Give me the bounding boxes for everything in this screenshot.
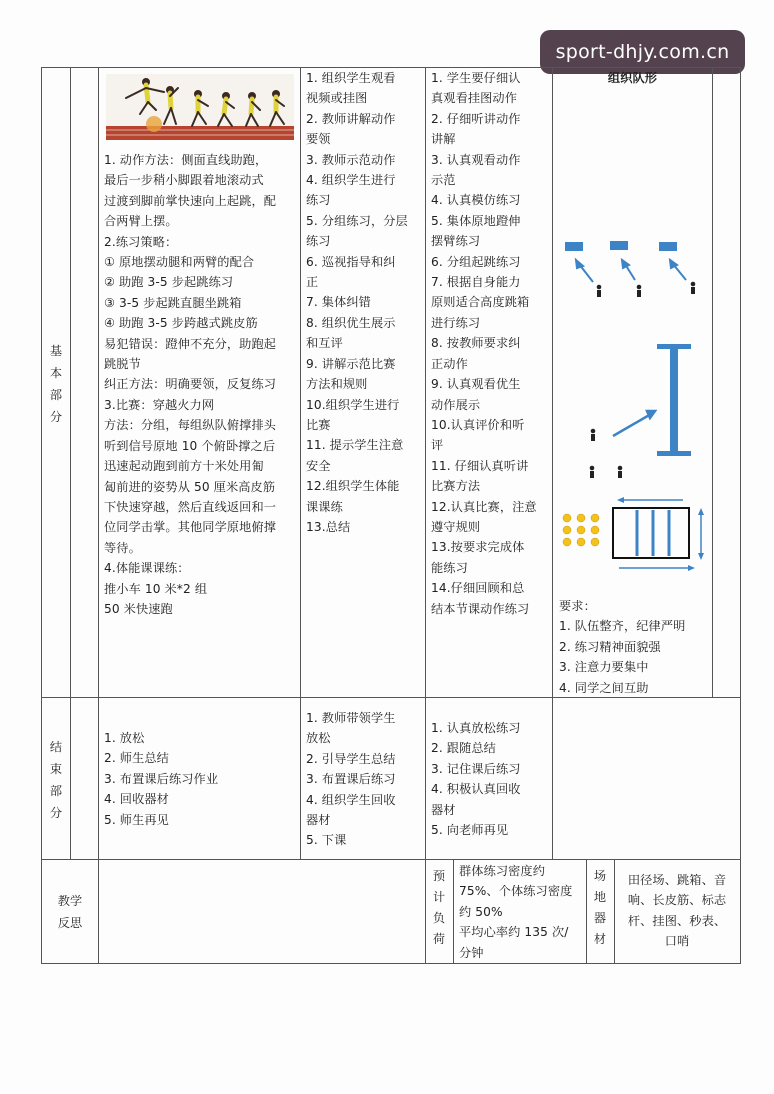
end-student xyxy=(431,718,551,840)
student-activity-line: 12.认真比赛，注意 xyxy=(431,499,537,514)
org-title: 组织队形 xyxy=(607,71,658,85)
grid-line xyxy=(98,67,99,963)
student-activity-line: 评 xyxy=(431,438,444,453)
load-line: 75%、个体练习密度 xyxy=(459,884,573,899)
teacher-activity-line: 2. 引导学生总结 xyxy=(306,751,396,766)
teacher-activity-line: 和互评 xyxy=(306,336,343,351)
content-line: 易犯错误：蹬伸不充分，助跑起 xyxy=(104,336,277,351)
label-char: 部 xyxy=(49,388,63,402)
teacher-activity-line: 2. 教师讲解动作 xyxy=(306,111,396,126)
content-line: 匐前进的姿势从 50 厘米高皮筋 xyxy=(104,479,276,494)
content-line: 位同学击掌。其他同学原地俯撑 xyxy=(104,520,277,535)
label-char: 分 xyxy=(49,410,63,424)
student-activity-line: 13.按要求完成体 xyxy=(431,540,525,555)
teacher-activity-line: 13.总结 xyxy=(306,519,351,534)
label-char: 预 xyxy=(432,869,446,883)
student-activity-line: 4. 积极认真回收 xyxy=(431,782,521,797)
equip-text xyxy=(615,870,739,952)
equipment-line: 田径场、跳箱、音 xyxy=(627,873,727,887)
student-faces-group xyxy=(563,514,599,546)
teacher-activity-line: 8. 组织优生展示 xyxy=(306,315,396,330)
grid-line xyxy=(300,67,301,859)
label-char: 负 xyxy=(432,911,446,925)
student-activity-line: 7. 根据自身能力 xyxy=(431,275,521,290)
teacher-activity-line: 课课练 xyxy=(306,499,343,514)
label-char: 地 xyxy=(593,890,607,904)
teacher-activity-line: 4. 组织学生回收 xyxy=(306,792,396,807)
student-activity-line: 6. 分组起跳练习 xyxy=(431,254,521,269)
load-line: 分钟 xyxy=(459,945,484,960)
label-char: 场 xyxy=(593,869,607,883)
content-line: 跳脱节 xyxy=(104,357,141,372)
grid-line xyxy=(740,67,741,963)
grid-line xyxy=(586,859,587,963)
equipment-line: 口哨 xyxy=(664,934,690,949)
teacher-activity-line: 要领 xyxy=(306,132,331,147)
teacher-activity-line: 器材 xyxy=(306,813,331,828)
high-jump-stand xyxy=(657,344,691,456)
student-activity-line: 遵守规则 xyxy=(431,519,481,534)
content-line: ④ 助跑 3-5 步跨越式跳皮筋 xyxy=(104,316,258,331)
teacher-activity-line: 正 xyxy=(306,275,319,290)
section-label-end xyxy=(46,736,66,824)
load-line: 群体练习密度约 xyxy=(459,864,546,878)
grid-line xyxy=(70,67,71,859)
grid-line xyxy=(712,67,713,697)
label-char: 荷 xyxy=(432,932,446,946)
equip-label xyxy=(590,866,610,950)
label-text: 教学 xyxy=(57,894,83,908)
student-activity-line: 示范 xyxy=(431,173,456,188)
student-activity-line: 1. 认真放松练习 xyxy=(431,721,521,735)
teacher-activity-line: 3. 布置课后练习 xyxy=(306,772,396,787)
label-char: 器 xyxy=(593,911,607,925)
student-activity-line: 动作展示 xyxy=(431,397,481,412)
label-char: 材 xyxy=(593,932,607,946)
content-line: 5. 师生再见 xyxy=(104,812,169,827)
requirements xyxy=(559,596,711,698)
teacher-activity-line: 练习 xyxy=(306,234,331,249)
label-char: 分 xyxy=(49,806,63,820)
load-label xyxy=(429,866,449,950)
teacher-activity-line: 比赛 xyxy=(306,417,331,432)
grid-line xyxy=(41,67,42,963)
teacher-activity-line: 5. 分组练习，分层 xyxy=(306,213,408,228)
content-line: 听到信号原地 10 个俯卧撑之后 xyxy=(104,438,276,453)
basic-student xyxy=(431,68,551,619)
student-activity-line: 真观看挂图动作 xyxy=(431,91,518,106)
student-activity-line: 9. 认真观看优生 xyxy=(431,377,521,392)
student-activity-line: 4. 认真模仿练习 xyxy=(431,193,521,208)
student-activity-line: 2. 仔细听讲动作 xyxy=(431,111,521,126)
grid-line xyxy=(41,963,741,964)
teacher-activity-line: 12.组织学生体能 xyxy=(306,479,400,494)
student-activity-line: 11. 仔细认真听讲 xyxy=(431,458,529,473)
student-activity-line: 正动作 xyxy=(431,356,468,371)
content-line: 下快速穿越，然后直线返回和一 xyxy=(104,499,277,514)
student-activity-line: 原则适合高度跳箱 xyxy=(431,295,530,310)
teacher-activity-line: 9. 讲解示范比赛 xyxy=(306,356,396,371)
section-label-reflect xyxy=(42,890,98,934)
content-line: 等待。 xyxy=(104,540,141,555)
content-line: 方法：分组，每组纵队俯撑排头 xyxy=(104,418,277,433)
teacher-activity-line: 安全 xyxy=(306,458,331,473)
teacher-activity-line: 放松 xyxy=(306,731,331,746)
requirement-item: 3. 注意力要集中 xyxy=(559,660,649,675)
label-char: 计 xyxy=(432,890,446,904)
content-line: 推小车 10 米*2 组 xyxy=(104,581,208,596)
equipment-line: 响、长皮筋、标志 xyxy=(627,893,727,908)
grid-line xyxy=(41,859,741,860)
teacher-activity-line: 4. 组织学生进行 xyxy=(306,173,396,188)
teacher-activity-line: 6. 巡视指导和纠 xyxy=(306,254,396,269)
label-char: 基 xyxy=(49,344,63,358)
requirement-item: 2. 练习精神面貌强 xyxy=(559,639,661,654)
content-line: 迅速起动跑到前方十米处用匍 xyxy=(104,459,264,474)
teacher-activity-line: 3. 教师示范动作 xyxy=(306,152,396,167)
grid-line xyxy=(453,859,454,963)
watermark: sport-dhjy.com.cn xyxy=(540,30,745,74)
content-line: 1. 放松 xyxy=(104,731,145,745)
student-activity-line: 进行练习 xyxy=(431,315,481,330)
content-line: ③ 3-5 步起跳直腿坐跳箱 xyxy=(104,295,242,310)
end-teacher xyxy=(306,708,424,851)
jump-box xyxy=(659,242,677,251)
student-activity-line: 讲解 xyxy=(431,132,456,147)
student-activity-line: 8. 按教师要求纠 xyxy=(431,336,521,351)
student-activity-line: 10.认真评价和听 xyxy=(431,417,525,432)
content-line: 纠正方法：明确要领，反复练习 xyxy=(104,377,277,392)
label-char: 结 xyxy=(49,740,63,754)
basic-content xyxy=(104,150,298,619)
jump-box xyxy=(610,241,628,250)
load-line: 平均心率约 135 次/ xyxy=(459,925,569,940)
teacher-activity-line: 5. 下课 xyxy=(306,833,347,848)
teacher-activity-line: 练习 xyxy=(306,193,331,208)
content-line: 3. 布置课后练习作业 xyxy=(104,771,219,786)
student-activity-line: 1. 学生要仔细认 xyxy=(431,71,521,85)
content-line: ② 助跑 3-5 步起跳练习 xyxy=(104,275,234,290)
teacher-activity-line: 1. 教师带领学生 xyxy=(306,711,396,725)
student-activity-line: 3. 认真观看动作 xyxy=(431,152,521,167)
student-activity-line: 3. 记住课后练习 xyxy=(431,761,521,776)
requirements-title: 要求： xyxy=(559,599,596,613)
student-activity-line: 5. 集体原地蹬伸 xyxy=(431,213,521,228)
student-activity-line: 结本节课动作练习 xyxy=(431,601,530,616)
student-figures xyxy=(597,282,696,297)
requirement-item: 1. 队伍整齐，纪律严明 xyxy=(559,619,686,634)
teacher-activity-line: 11. 提示学生注意 xyxy=(306,438,404,453)
content-line: 最后一步稍小脚跟着地滚动式 xyxy=(104,173,264,188)
end-content xyxy=(104,728,298,830)
content-line: 1. 动作方法：侧面直线助跑， xyxy=(104,153,268,167)
content-line: 2. 师生总结 xyxy=(104,751,169,766)
label-char: 部 xyxy=(49,784,63,798)
obstacle-course xyxy=(613,497,704,571)
student-activity-line: 能练习 xyxy=(431,560,468,575)
grid-line xyxy=(425,67,426,963)
student-activity-line: 器材 xyxy=(431,802,456,817)
teacher-activity-line: 方法和规则 xyxy=(306,377,368,392)
content-line: 4. 回收器材 xyxy=(104,792,169,807)
content-line: 2.练习策略： xyxy=(104,234,178,249)
teacher-activity-line: 1. 组织学生观看 xyxy=(306,71,396,85)
jump-box xyxy=(565,242,583,251)
student-activity-line: 2. 跟随总结 xyxy=(431,741,496,756)
label-text: 反思 xyxy=(57,916,83,930)
content-line: 过渡到脚前掌快速向上起跳，配 xyxy=(104,193,277,208)
teacher-activity-line: 视频或挂图 xyxy=(306,91,368,106)
content-line: 3.比赛：穿越火力网 xyxy=(104,397,215,412)
formation-diagram xyxy=(553,220,712,600)
content-line: 50 米快速跑 xyxy=(104,601,173,616)
basic-teacher xyxy=(306,68,424,537)
high-jump-photo xyxy=(106,74,294,140)
label-char: 束 xyxy=(49,762,63,776)
equipment-line: 杆、挂图、秒表、 xyxy=(627,913,727,928)
load-line: 约 50% xyxy=(459,904,503,919)
content-line: 4.体能课课练： xyxy=(104,561,190,576)
content-line: 合两臂上摆。 xyxy=(104,214,178,229)
student-activity-line: 摆臂练习 xyxy=(431,234,481,249)
student-activity-line: 比赛方法 xyxy=(431,479,481,494)
content-line: ① 原地摆动腿和两臂的配合 xyxy=(104,255,255,270)
section-label-basic xyxy=(46,340,66,428)
requirement-item: 4. 同学之间互助 xyxy=(559,680,649,695)
label-char: 本 xyxy=(49,366,63,380)
student-activity-line: 14.仔细回顾和总 xyxy=(431,581,525,596)
teacher-activity-line: 7. 集体纠错 xyxy=(306,295,371,310)
student-activity-line: 5. 向老师再见 xyxy=(431,823,509,838)
teacher-activity-line: 10.组织学生进行 xyxy=(306,397,400,412)
load-text xyxy=(459,861,585,963)
